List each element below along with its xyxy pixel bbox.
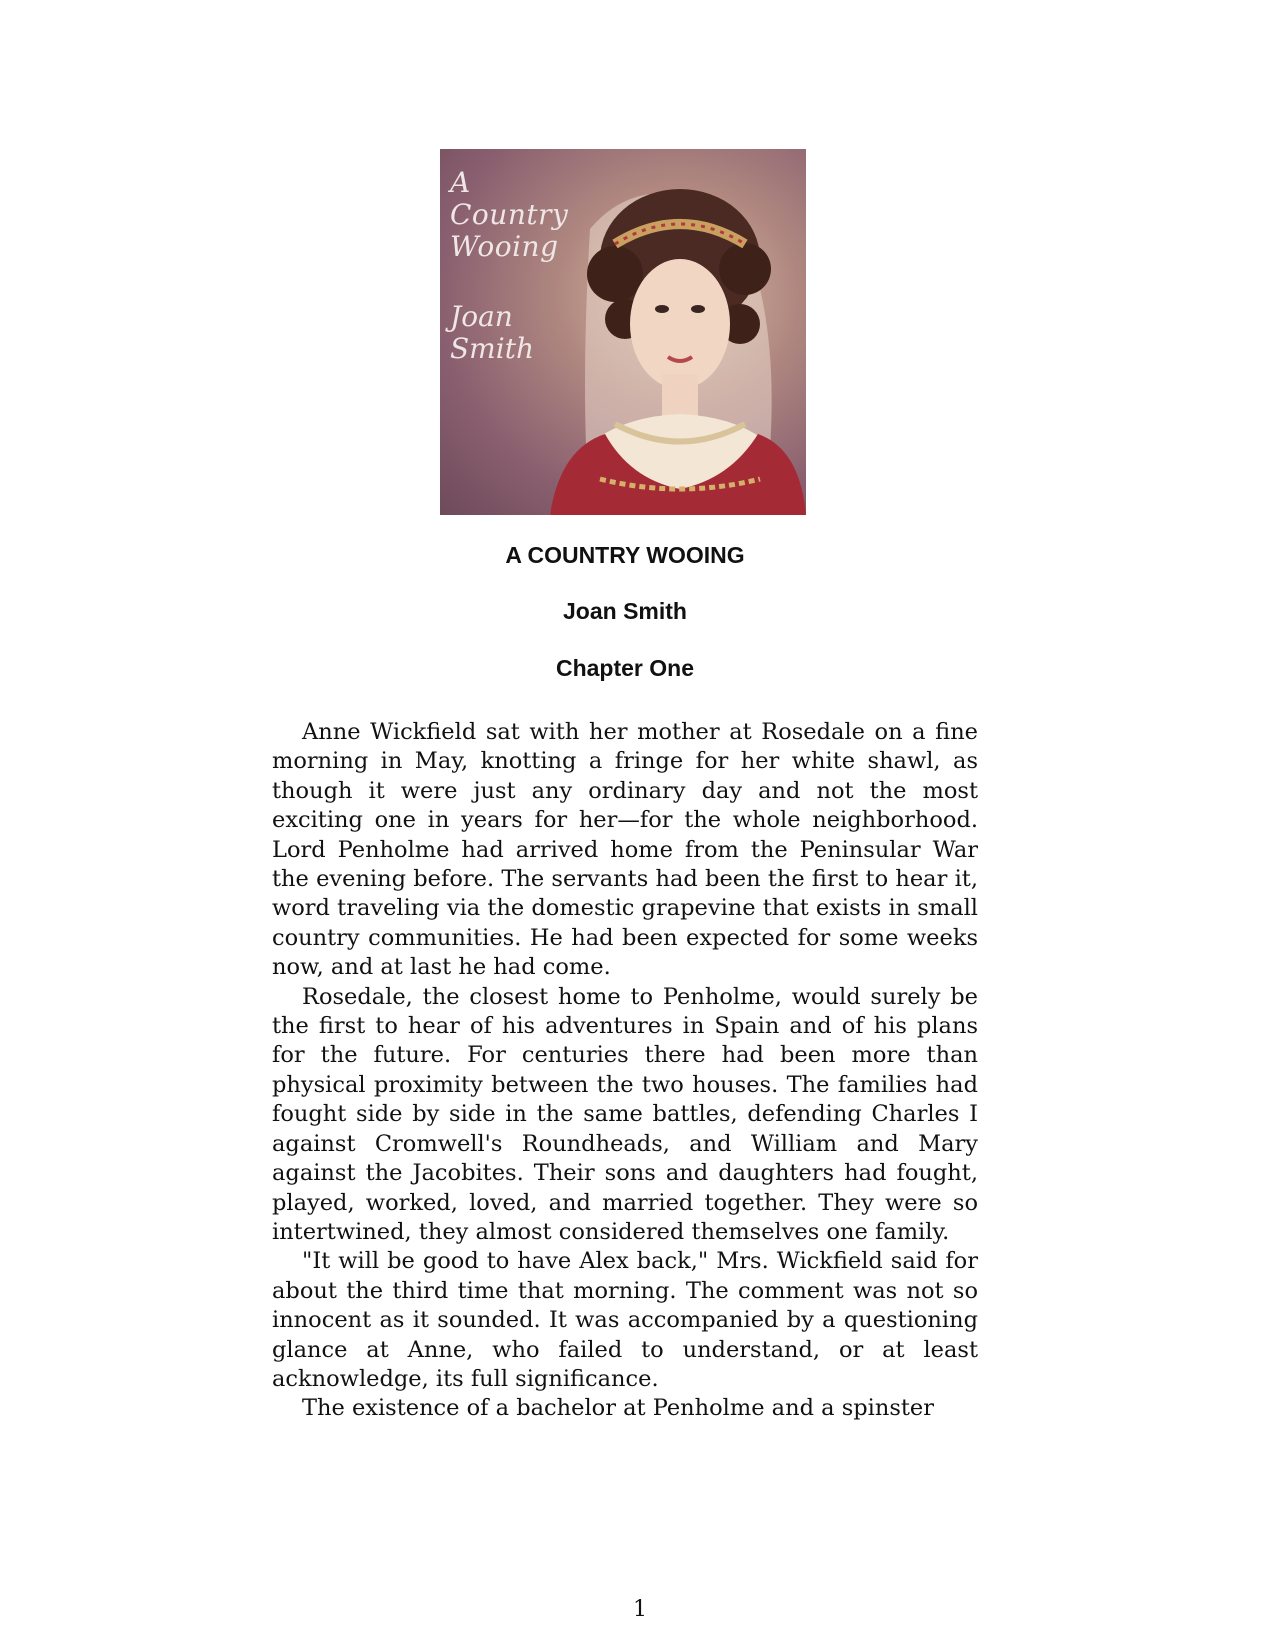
cover-image (440, 149, 806, 515)
chapter-body (272, 718, 978, 1424)
cover-title-text (450, 167, 568, 263)
cover-title-line: Wooing (450, 230, 559, 263)
paragraph: "It will be good to have Alex back," Mrs. Wickfield said for about the third time that morning. The comment was not so innocent as it sounded. It was accompanied by a questioning glance at Anne, who failed to understand, or at least acknowledge, its full significance. (272, 1248, 978, 1392)
paragraph: Anne Wickfield sat with her mother at Rosedale on a fine morning in May, knotting a fringe for her white shawl, as though it were just any ordinary day and not the most exciting one in years for her—for the whole neighborhood. Lord Penholme had arrived home from the Peninsular War the evening before. The servants had been the first to hear it, word traveling via the domestic grapevine that exists in small country communities. He had been expected for some weeks now, and at last he had come. (272, 719, 978, 981)
book-title: A COUNTRY WOOING (505, 542, 745, 568)
author-name: Joan Smith (563, 598, 687, 624)
paragraph: The existence of a bachelor at Penholme and a spinster (302, 1395, 934, 1422)
chapter-heading: Chapter One (555, 655, 695, 681)
paragraph: Rosedale, the closest home to Penholme, would surely be the first to hear of his adventures in Spain and of his plans for the future. For centuries there had been more than physical proximity between the two houses. The families had fought side by side in the same battles, defending Charles I against Cromwell's Roundheads, and William and Mary against the Jacobites. Their sons and daughters had fought, played, worked, loved, and married together. They were so intertwined, they almost considered themselves one family. (272, 983, 978, 1245)
page-number: 1 (633, 1597, 647, 1622)
cover-author-line: Joan (450, 300, 513, 333)
cover-author-line: Smith (450, 332, 534, 365)
cover-author-text (450, 301, 534, 365)
cover-title-line: A (450, 166, 471, 199)
cover-title-line: Country (450, 198, 569, 231)
